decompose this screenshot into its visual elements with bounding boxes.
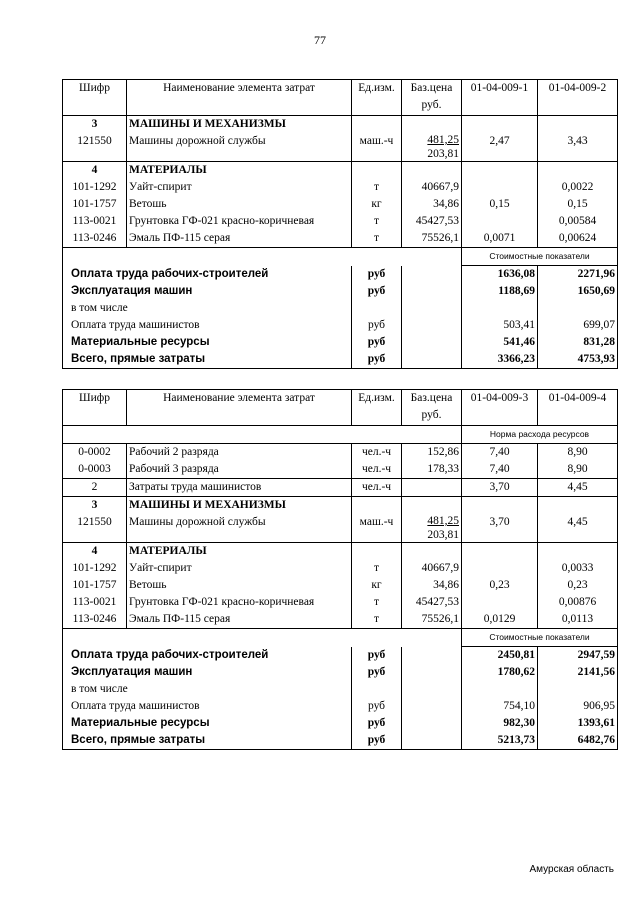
row-unit: т [352, 594, 402, 611]
header-col-2: 01-04-009-4 [538, 390, 618, 426]
row-code: 101-1292 [63, 179, 127, 196]
row-code: 121550 [63, 514, 127, 543]
row-value-2: 0,23 [538, 577, 618, 594]
cost-row [63, 715, 618, 732]
row-value-1: 0,23 [462, 577, 538, 594]
row-price: 34,86 [402, 196, 462, 213]
row-name: Рабочий 2 разряда [127, 444, 352, 462]
cost-value-2: 6482,76 [538, 732, 618, 750]
section-title: МАШИНЫ И МЕХАНИЗМЫ [127, 116, 352, 134]
row-price: 75526,1 [402, 611, 462, 629]
section-title: МАТЕРИАЛЫ [127, 543, 352, 561]
cost-value-1: 982,30 [462, 715, 538, 732]
row-value-1: 0,0129 [462, 611, 538, 629]
cost-row [63, 647, 618, 665]
row-price: 40667,9 [402, 179, 462, 196]
cost-name: Оплата труда машинистов [63, 698, 352, 715]
section-title: МАТЕРИАЛЫ [127, 162, 352, 180]
header-col-1: 01-04-009-3 [462, 390, 538, 426]
cost-row [63, 266, 618, 284]
row-unit: т [352, 611, 402, 629]
row-name: Уайт-спирит [127, 560, 352, 577]
cost-unit: руб [352, 715, 402, 732]
row-value-2: 0,15 [538, 196, 618, 213]
cost-name: Оплата труда машинистов [63, 317, 352, 334]
row-value-1: 3,70 [462, 514, 538, 543]
table-header [63, 80, 618, 116]
row-unit: т [352, 213, 402, 230]
row-value-1 [462, 594, 538, 611]
row-name: Грунтовка ГФ-021 красно-коричневая [127, 594, 352, 611]
row-unit: чел.-ч [352, 444, 402, 462]
table-row [63, 444, 618, 462]
cost-row [63, 317, 618, 334]
page-number: 77 [314, 33, 326, 47]
table-row [63, 514, 618, 543]
row-price: 45427,53 [402, 213, 462, 230]
row-code: 101-1757 [63, 196, 127, 213]
row-code: 113-0246 [63, 611, 127, 629]
row-unit: т [352, 230, 402, 248]
table-row [63, 461, 618, 479]
row-unit: кг [352, 577, 402, 594]
row-name: Ветошь [127, 577, 352, 594]
row-name: Эмаль ПФ-115 серая [127, 230, 352, 248]
row-price: 481,25 203,81 [402, 133, 462, 162]
header-name: Наименование элемента затрат [127, 80, 352, 116]
row-value-1 [462, 560, 538, 577]
section-code: 3 [63, 497, 127, 515]
cost-value-2: 2141,56 [538, 664, 618, 681]
row-unit: т [352, 179, 402, 196]
row-name: Затраты труда машинистов [127, 479, 352, 497]
header-unit: Ед.изм. [352, 80, 402, 116]
section-title: МАШИНЫ И МЕХАНИЗМЫ [127, 497, 352, 515]
cost-unit: руб [352, 732, 402, 750]
cost-row [63, 351, 618, 369]
table-row [63, 594, 618, 611]
cost-value-2: 906,95 [538, 698, 618, 715]
row-value-2: 8,90 [538, 444, 618, 462]
cost-value-2 [538, 681, 618, 698]
cost-name: Эксплуатация машин [63, 283, 352, 300]
row-value-1: 3,70 [462, 479, 538, 497]
section-row-machines [63, 116, 618, 134]
row-value-2: 4,45 [538, 479, 618, 497]
section-code: 3 [63, 116, 127, 134]
cost-label-row [63, 629, 618, 647]
row-value-2: 3,43 [538, 133, 618, 162]
header-unit: Ед.изм. [352, 390, 402, 426]
row-name: Грунтовка ГФ-021 красно-коричневая [127, 213, 352, 230]
cost-row [63, 334, 618, 351]
cost-name: Оплата труда рабочих-строителей [63, 266, 352, 284]
header-code: Шифр [63, 80, 127, 116]
cost-value-1: 2450,81 [462, 647, 538, 665]
row-name: Уайт-спирит [127, 179, 352, 196]
row-name: Рабочий 3 разряда [127, 461, 352, 479]
cost-label-row [63, 248, 618, 266]
row-value-1: 0,15 [462, 196, 538, 213]
row-name: Машины дорожной службы [127, 133, 352, 162]
section-code: 4 [63, 543, 127, 561]
cost-indicators-label: Стоимостные показатели [462, 629, 618, 647]
row-code: 101-1292 [63, 560, 127, 577]
cost-value-1: 1780,62 [462, 664, 538, 681]
cost-unit: руб [352, 283, 402, 300]
footer-region: Амурская область [529, 864, 614, 875]
row-name: Машины дорожной службы [127, 514, 352, 543]
header-col-2: 01-04-009-2 [538, 80, 618, 116]
table-row [63, 196, 618, 213]
section-code: 4 [63, 162, 127, 180]
cost-row [63, 300, 618, 317]
row-unit: чел.-ч [352, 479, 402, 497]
row-value-2: 0,0113 [538, 611, 618, 629]
cost-unit: руб [352, 647, 402, 665]
cost-row [63, 283, 618, 300]
cost-name: Оплата труда рабочих-строителей [63, 647, 352, 665]
row-code: 0-0003 [63, 461, 127, 479]
row-price: 45427,53 [402, 594, 462, 611]
cost-unit: руб [352, 698, 402, 715]
table-row [63, 611, 618, 629]
cost-value-1: 3366,23 [462, 351, 538, 369]
row-value-2: 0,00624 [538, 230, 618, 248]
row-value-2: 0,0022 [538, 179, 618, 196]
cost-indicators-label: Стоимостные показатели [462, 248, 618, 266]
table-row [63, 577, 618, 594]
cost-value-2: 1393,61 [538, 715, 618, 732]
row-code: 101-1757 [63, 577, 127, 594]
row-value-1: 2,47 [462, 133, 538, 162]
cost-unit [352, 681, 402, 698]
table-row [63, 230, 618, 248]
row-price: 75526,1 [402, 230, 462, 248]
cost-value-1: 1636,08 [462, 266, 538, 284]
cost-name: Эксплуатация машин [63, 664, 352, 681]
row-price: 152,86 [402, 444, 462, 462]
row-code: 113-0021 [63, 213, 127, 230]
header-code: Шифр [63, 390, 127, 426]
cost-name: Всего, прямые затраты [63, 351, 352, 369]
row-value-2: 0,00876 [538, 594, 618, 611]
cost-name: Материальные ресурсы [63, 334, 352, 351]
row-code: 2 [63, 479, 127, 497]
cost-unit [352, 300, 402, 317]
table-row [63, 213, 618, 230]
header-name: Наименование элемента затрат [127, 390, 352, 426]
row-code: 0-0002 [63, 444, 127, 462]
cost-value-2: 2271,96 [538, 266, 618, 284]
header-col-1: 01-04-009-1 [462, 80, 538, 116]
section-row-materials [63, 162, 618, 180]
cost-value-1: 5213,73 [462, 732, 538, 750]
row-price: 40667,9 [402, 560, 462, 577]
resource-norm-label: Норма расхода ресурсов [462, 426, 618, 444]
row-unit: маш.-ч [352, 133, 402, 162]
row-value-1 [462, 179, 538, 196]
cost-value-1: 1188,69 [462, 283, 538, 300]
table-row [63, 133, 618, 162]
table-row [63, 179, 618, 196]
row-value-1 [462, 213, 538, 230]
row-code: 113-0021 [63, 594, 127, 611]
cost-unit: руб [352, 334, 402, 351]
row-value-1: 0,0071 [462, 230, 538, 248]
norm-label-row [63, 426, 618, 444]
row-value-1: 7,40 [462, 444, 538, 462]
cost-name: Всего, прямые затраты [63, 732, 352, 750]
cost-value-2: 699,07 [538, 317, 618, 334]
row-code: 113-0246 [63, 230, 127, 248]
row-price: 178,33 [402, 461, 462, 479]
row-code: 121550 [63, 133, 127, 162]
cost-value-2 [538, 300, 618, 317]
cost-name: Материальные ресурсы [63, 715, 352, 732]
cost-row [63, 698, 618, 715]
header-price: Баз.цена руб. [402, 80, 462, 116]
table-row [63, 560, 618, 577]
cost-value-2: 2947,59 [538, 647, 618, 665]
row-unit: т [352, 560, 402, 577]
cost-value-2: 1650,69 [538, 283, 618, 300]
cost-unit: руб [352, 664, 402, 681]
row-value-2: 0,00584 [538, 213, 618, 230]
row-value-2: 0,0033 [538, 560, 618, 577]
cost-value-2: 4753,93 [538, 351, 618, 369]
section-row-machines [63, 497, 618, 515]
table-row-operators [63, 479, 618, 497]
cost-value-2: 831,28 [538, 334, 618, 351]
resource-table-1 [62, 79, 618, 369]
cost-value-1 [462, 300, 538, 317]
row-price: 481,25 203,81 [402, 514, 462, 543]
cost-row [63, 664, 618, 681]
cost-value-1: 503,41 [462, 317, 538, 334]
cost-unit: руб [352, 266, 402, 284]
row-value-2: 8,90 [538, 461, 618, 479]
cost-value-1: 754,10 [462, 698, 538, 715]
cost-value-1 [462, 681, 538, 698]
table-header [63, 390, 618, 426]
row-value-1: 7,40 [462, 461, 538, 479]
cost-name: в том числе [63, 681, 352, 698]
section-row-materials [63, 543, 618, 561]
row-unit: чел.-ч [352, 461, 402, 479]
row-name: Ветошь [127, 196, 352, 213]
cost-name: в том числе [63, 300, 352, 317]
resource-table-2 [62, 389, 618, 750]
row-price: 34,86 [402, 577, 462, 594]
cost-unit: руб [352, 317, 402, 334]
row-name: Эмаль ПФ-115 серая [127, 611, 352, 629]
row-unit: кг [352, 196, 402, 213]
cost-row [63, 681, 618, 698]
cost-row [63, 732, 618, 750]
row-unit: маш.-ч [352, 514, 402, 543]
cost-value-1: 541,46 [462, 334, 538, 351]
header-price: Баз.цена руб. [402, 390, 462, 426]
row-value-2: 4,45 [538, 514, 618, 543]
cost-unit: руб [352, 351, 402, 369]
